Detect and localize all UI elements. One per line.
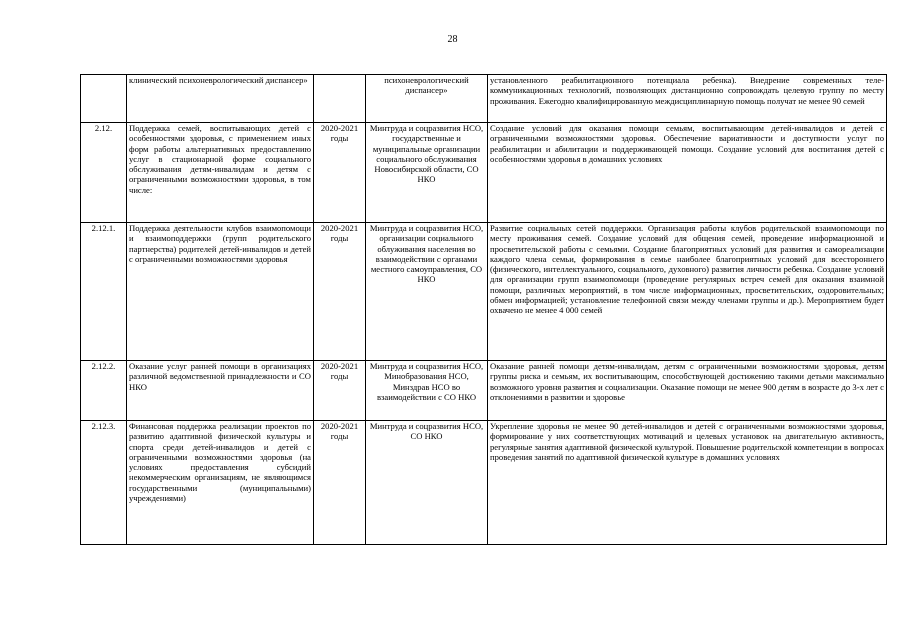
result-cell: Создание условий для оказания помощи семьям, воспитывающим детей-инвалидов и детей с ограниченными возможностями здоровья. Обеспечение вариативности и доступности услуг по реабилитации и абилитации и поддерживающей помощи. Создание условий для воспитания детей с особенностями здоровья в домашних условиях	[488, 123, 887, 223]
executor-cell: Минтруда и соцразвития НСО, организации социального облуживания населения во взаимодействии с органами местного самоуправления, СО НКО	[366, 223, 488, 361]
result-cell: установленного реабилитационного потенциала ребенка). Внедрение современных теле-коммуникационных технологий, позволяющих дистанционно сопровождать целевую группу по месту проживания. Ежегодно квалифицированную междисциплинарную помощь получат не менее 90 семей	[488, 75, 887, 123]
action-plan-table	[80, 74, 887, 545]
row-number-cell: 2.12.1.	[81, 223, 127, 361]
result-cell: Оказание ранней помощи детям-инвалидам, детям с ограниченными возможностями здоровья, детям группы риска и семьям, их воспитывающим, способствующей достижению такими детьми максимально возможного уровня развития и социализации. Оказание помощи не менее 900 детям в возрасте до 3-х лет с отклонениями в развитии и здоровье	[488, 361, 887, 421]
period-cell: 2020-2021 годы	[314, 361, 366, 421]
executor-cell: Минтруда и соцразвития НСО, СО НКО	[366, 421, 488, 545]
measure-name-cell: клинический психоневрологический диспансер»	[127, 75, 314, 123]
table-row	[81, 123, 887, 223]
row-number-cell: 2.12.3.	[81, 421, 127, 545]
measure-name-cell: Поддержка деятельности клубов взаимопомощи и взаимоподдержки (групп родительского партнерства) родителей детей-инвалидов и детей с ограниченными возможностями здоровья	[127, 223, 314, 361]
period-cell: 2020-2021 годы	[314, 421, 366, 545]
period-cell: 2020-2021 годы	[314, 223, 366, 361]
row-number-cell: 2.12.2.	[81, 361, 127, 421]
measure-name-cell: Поддержка семей, воспитывающих детей с особенностями здоровья, с применением иных форм работы альтернативных предоставлению услуг в стационарной форме социального обслуживания детям-инвалидам и детям с ограниченными возможностями здоровья, в том числе:	[127, 123, 314, 223]
table-row	[81, 223, 887, 361]
row-number-cell: 2.12.	[81, 123, 127, 223]
period-cell: 2020-2021 годы	[314, 123, 366, 223]
executor-cell: психоневрологический диспансер»	[366, 75, 488, 123]
result-cell: Укрепление здоровья не менее 90 детей-инвалидов и детей с ограниченными возможностями здоровья, формирование у них соответствующих мотиваций и целевых установок на двигательную активность, регулярные занятия адаптивной физической культурой. Повышение родительской компетенции в вопросах проведения занятий по адаптивной физической культуре в домашних условиях	[488, 421, 887, 545]
measure-name-cell: Финансовая поддержка реализации проектов по развитию адаптивной физической культуры и спорта среди детей-инвалидов и детей с ограниченными возможностями здоровья (на условиях предоставления субсидий некоммерческим организациям, не являющимся государственными (муниципальными) учреждениями)	[127, 421, 314, 545]
measure-name-cell: Оказание услуг ранней помощи в организациях различной ведомственной принадлежности и СО НКО	[127, 361, 314, 421]
row-number-cell	[81, 75, 127, 123]
table-row	[81, 421, 887, 545]
table-row	[81, 75, 887, 123]
period-cell	[314, 75, 366, 123]
executor-cell: Минтруда и соцразвития НСО, Минобразования НСО, Минздрав НСО во взаимодействии с СО НКО	[366, 361, 488, 421]
page-number: 28	[447, 34, 458, 45]
executor-cell: Минтруда и соцразвития НСО, государственные и муниципальные организации социального обслуживания Новосибирской области, СО НКО	[366, 123, 488, 223]
table-row	[81, 361, 887, 421]
result-cell: Развитие социальных сетей поддержки. Организация работы клубов родительской взаимопомощи по месту проживания семей. Создание условий для общения семей, проведение информационной и просветительской работы с семьями. Создание благоприятных условий для развития и самореализации каждого члена семьи, формирования в семье наиболее благоприятных условий для всестороннего (физического, интеллектуального, социального, духовного) развития личности ребенка. Создание условий для организации групп взаимопомощи (проведение регулярных встреч семей для оказания взаимной помощи, различных мероприятий, в том числе информационных, просветительских, оздоровительных; обмен информацией; установление телефонной связи между членами группы и др.). Мероприятием будет охвачено не менее 4 000 семей	[488, 223, 887, 361]
